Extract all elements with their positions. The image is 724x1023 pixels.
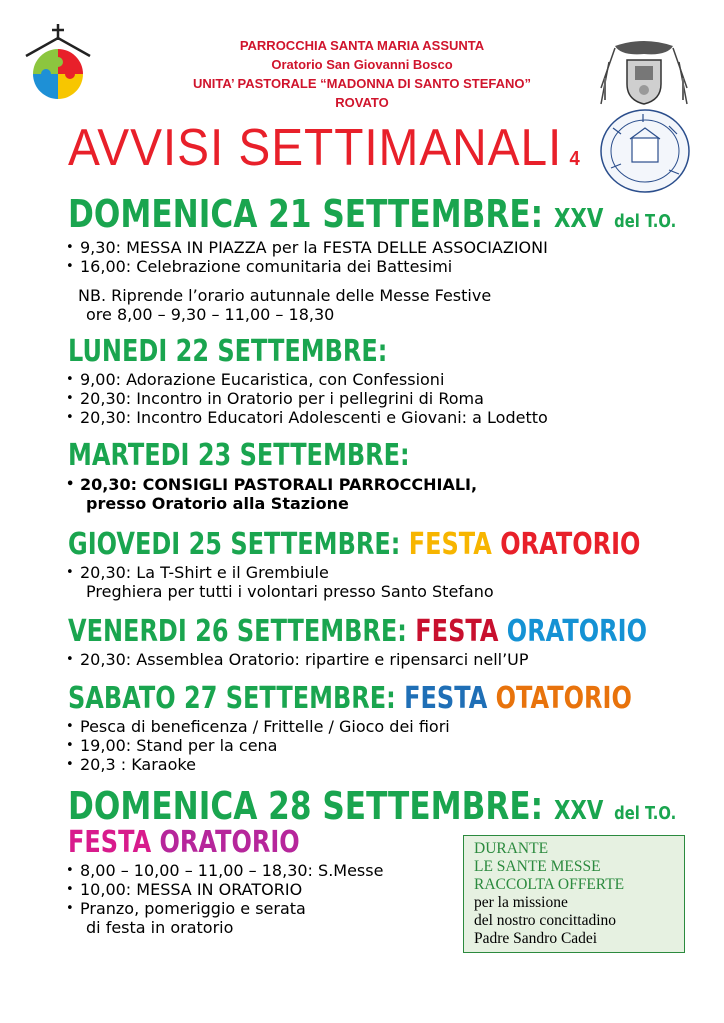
- list-item: • 20,30: Incontro in Oratorio per i pellegrini di Roma: [66, 389, 548, 408]
- day-heading-fri26: [68, 614, 647, 649]
- festa-word: FESTA: [404, 681, 488, 716]
- list-fri26: [66, 650, 529, 669]
- day-label: VENERDI 26 SETTEMBRE:: [68, 614, 407, 649]
- list-item: • 20,30: Incontro Educatori Adolescenti e Giovani: a Lodetto: [66, 408, 548, 427]
- day-heading-sun28: [68, 784, 676, 828]
- list-item: • 19,00: Stand per la cena: [66, 736, 450, 755]
- offering-notice-box: [463, 835, 685, 953]
- page-title: [68, 118, 581, 178]
- oratory-name: Oratorio San Giovanni Bosco: [271, 57, 453, 72]
- list-tue23: [66, 475, 477, 494]
- box-line: DURANTE: [474, 840, 549, 857]
- sunday-number: XXV: [553, 204, 604, 234]
- list-item: • 9,30: MESSA IN PIAZZA per la FESTA DELLE ASSOCIAZIONI: [66, 238, 548, 257]
- list-item: • 20,3 : Karaoke: [66, 755, 450, 774]
- list-item: • 20,30: Assemblea Oratorio: ripartire e ripensarci nell’UP: [66, 650, 529, 669]
- day-heading-tue23: MARTEDI 23 SETTEMBRE:: [68, 438, 410, 473]
- day-label: GIOVEDI 25 SETTEMBRE:: [68, 527, 401, 562]
- day-heading-sat27: [68, 681, 632, 716]
- ordinary-time: del T.O.: [614, 211, 677, 232]
- list-item: • 16,00: Celebrazione comunitaria dei Battesimi: [66, 257, 548, 276]
- box-line: Padre Sandro Cadei: [474, 930, 598, 947]
- festa-word: FESTA: [68, 825, 152, 860]
- day-heading-mon22: LUNEDI 22 SETTEMBRE:: [68, 334, 388, 369]
- mass-schedule-times: ore 8,00 – 9,30 – 11,00 – 18,30: [86, 305, 335, 324]
- list-item: • 8,00 – 10,00 – 11,00 – 18,30: S.Messe: [66, 861, 383, 880]
- box-line: per la missione: [474, 894, 568, 911]
- list-item-cont: di festa in oratorio: [86, 918, 234, 937]
- oratorio-word: ORATORIO: [506, 614, 647, 649]
- oratorio-word: ORATORIO: [159, 825, 300, 860]
- list-item-cont: Preghiera per tutti i volontari presso Santo Stefano: [86, 582, 494, 601]
- oratorio-word: ORATORIO: [500, 527, 641, 562]
- day-label: SABATO 27 SETTEMBRE:: [68, 681, 396, 716]
- day-label: DOMENICA 21 SETTEMBRE:: [68, 192, 544, 236]
- oratorio-word: OTATORIO: [495, 681, 632, 716]
- list-sun21: [66, 238, 548, 276]
- list-item: • 20,30: CONSIGLI PASTORALI PARROCCHIALI,: [66, 475, 477, 494]
- page-title-text: AVVISI SETTIMANALI: [68, 119, 563, 177]
- list-item: • 20,30: La T-Shirt e il Grembiule: [66, 563, 329, 582]
- page-title-suffix: 4: [569, 148, 581, 170]
- day-heading-sun21: [68, 192, 676, 236]
- list-mon22: [66, 370, 548, 427]
- list-item: • Pranzo, pomeriggio e serata: [66, 899, 383, 918]
- list-item: • 9,00: Adorazione Eucaristica, con Confessioni: [66, 370, 548, 389]
- box-line: RACCOLTA OFFERTE: [474, 876, 625, 893]
- day-label: DOMENICA 28 SETTEMBRE:: [68, 784, 544, 828]
- pastoral-unit-seal: [599, 108, 691, 194]
- mass-schedule-note: NB. Riprende l’orario autunnale delle Messe Festive: [78, 286, 492, 305]
- festa-word: FESTA: [415, 614, 499, 649]
- ordinary-time: del T.O.: [614, 803, 677, 824]
- list-item: • Pesca di beneficenza / Frittelle / Gioco dei fiori: [66, 717, 450, 736]
- parish-name: PARROCCHIA SANTA MARIA ASSUNTA: [239, 38, 485, 53]
- sunday-number: XXV: [553, 796, 604, 826]
- list-sat27: [66, 717, 450, 774]
- list-sun28: [66, 861, 383, 918]
- box-line: del nostro concittadino: [474, 912, 617, 929]
- day-heading-thu25: [68, 527, 640, 562]
- festa-word: FESTA: [408, 527, 492, 562]
- list-item: • 10,00: MESSA IN ORATORIO: [66, 880, 383, 899]
- festa-oratorio-heading: [68, 825, 300, 860]
- list-item-cont: presso Oratorio alla Stazione: [86, 494, 349, 513]
- town-name: ROVATO: [335, 95, 389, 110]
- list-thu25: [66, 563, 329, 582]
- pastoral-unit-name: UNITA’ PASTORALE “MADONNA DI SANTO STEFANO”: [192, 76, 532, 91]
- box-line: LE SANTE MESSE: [474, 858, 601, 875]
